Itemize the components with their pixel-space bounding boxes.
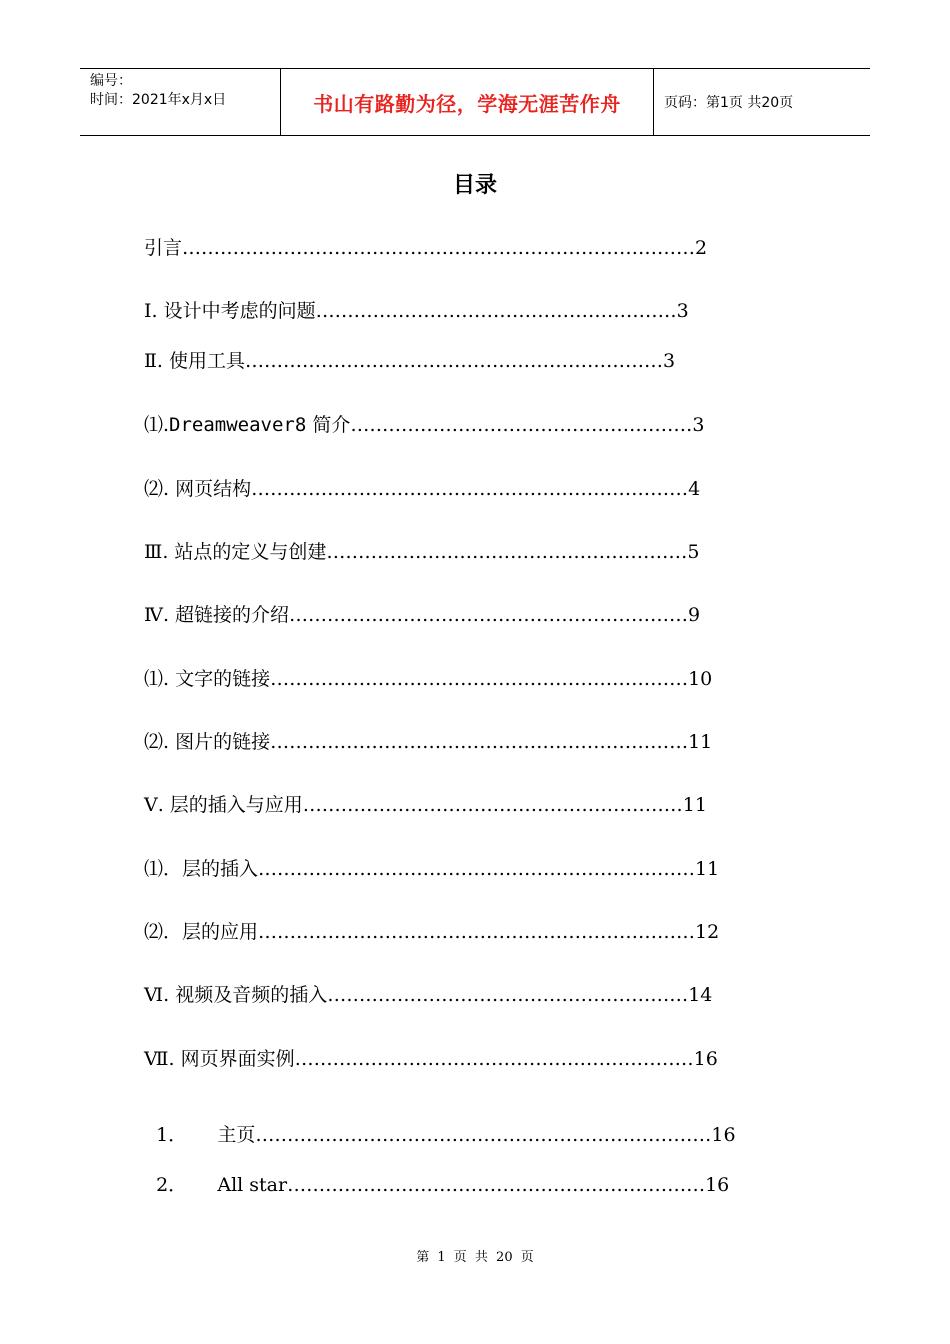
header-motto: 书山有路勤为径，学海无涯苦作舟 — [313, 91, 621, 116]
toc-entry-site-definition[interactable]: Ⅲ. 站点的定义与创建…………………………………………………5 — [144, 541, 700, 563]
toc-entry-introduction[interactable]: 引言………………………………………………………………………2 — [144, 237, 708, 259]
toc-entry-tools[interactable]: Ⅱ. 使用工具…………………………………………………………3 — [144, 350, 676, 372]
toc-entry-prefix: ⑴. — [144, 414, 170, 436]
toc-entry-text-links[interactable]: ⑴. 文字的链接…………………………………………………………10 — [144, 668, 713, 690]
toc-entry-hyperlinks[interactable]: Ⅳ. 超链接的介绍………………………………………………………9 — [144, 604, 701, 626]
header-motto-cell — [281, 69, 654, 135]
page-footer: 第 1 页 共 20 页 — [416, 1250, 534, 1265]
document-number-label: 编号： — [90, 73, 132, 89]
toc-entry-page-examples[interactable]: Ⅶ. 网页界面实例………………………………………………………16 — [144, 1048, 718, 1070]
toc-entry-layer-insert[interactable]: ⑴．层的插入……………………………………………………………11 — [144, 858, 720, 880]
page-header — [80, 68, 870, 136]
header-page-cell — [654, 69, 870, 135]
toc-entry-layers[interactable]: Ⅴ. 层的插入与应用……………………………………………………11 — [144, 794, 707, 816]
toc-entry-home-page[interactable]: 1． 主页………………………………………………………………16 — [156, 1124, 736, 1146]
toc-entry-layer-usage[interactable]: ⑵．层的应用……………………………………………………………12 — [144, 921, 720, 943]
toc-entry-all-star[interactable]: 2． All star…………………………………………………………16 — [156, 1174, 730, 1196]
toc-title: 目录 — [452, 173, 497, 198]
toc-entry-product-name: Dreamweaver8 — [169, 414, 307, 436]
toc-entry-design-issues[interactable]: Ⅰ. 设计中考虑的问题…………………………………………………3 — [144, 300, 689, 322]
toc-entry-media-insert[interactable]: Ⅵ. 视频及音频的插入…………………………………………………14 — [144, 984, 713, 1006]
toc-entry-dreamweaver-intro[interactable]: ⑴.Dreamweaver8 简介………………………………………………3 — [144, 414, 705, 436]
document-time-label: 时间：2021年x月x日 — [90, 92, 227, 108]
toc-entry-page-structure[interactable]: ⑵. 网页结构……………………………………………………………4 — [144, 478, 701, 500]
header-meta-cell — [80, 69, 281, 135]
toc-entry-image-links[interactable]: ⑵. 图片的链接…………………………………………………………11 — [144, 731, 713, 753]
header-page-code: 页码：第1页 共20页 — [664, 95, 794, 111]
